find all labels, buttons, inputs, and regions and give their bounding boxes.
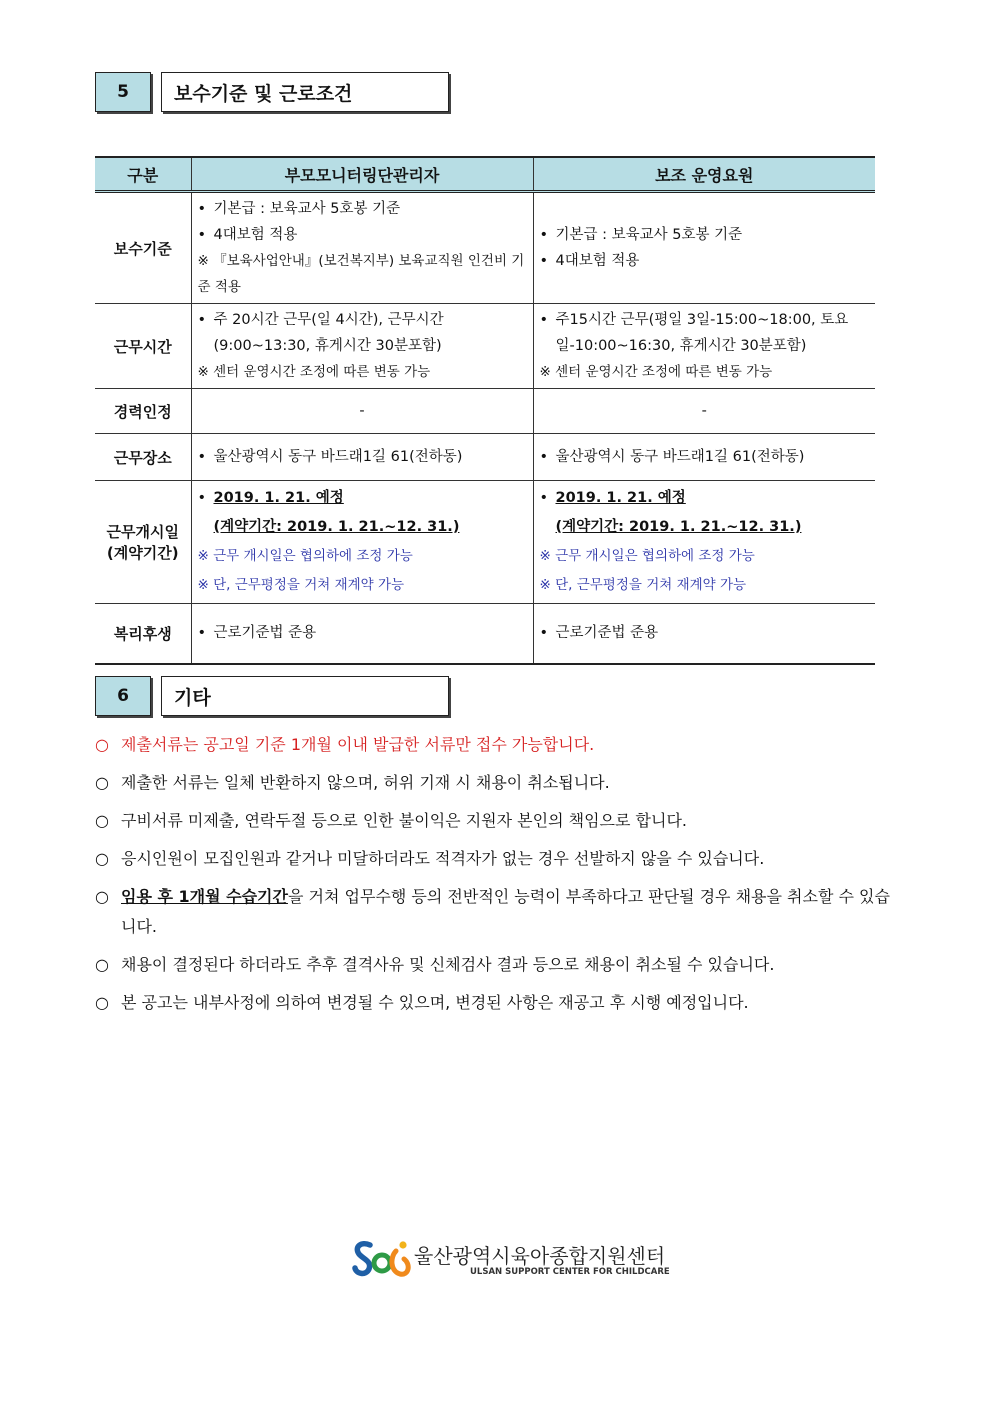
hours-assistant-cell [533,304,875,389]
row-label-welfare: 복리후생 [95,604,191,664]
list-item: • 기본급 : 보육교사 5호봉 기준 [540,222,870,248]
table-row-welfare [95,604,875,664]
org-name: 울산광역시육아종합지원센터 [414,1244,666,1268]
salary-manager-cell [191,192,533,304]
probation-emphasis: 임용 후 1개월 수습기간 [121,887,288,906]
start-date: 2019. 1. 21. 예정 [213,490,344,506]
list-item: ○ 구비서류 미제출, 연락두절 등으로 인한 불이익은 지원자 본인의 책임으로 합니다. [95,806,895,836]
row-label-line: 근무개시일 [106,523,179,541]
start-note: ※ 단, 근무평정을 거쳐 재계약 가능 [539,577,747,593]
row-label-line: (계약기간) [106,544,179,562]
start-manager-cell [191,481,533,604]
section-number: 5 [95,72,151,112]
section-title: 기타 [161,676,449,716]
table-row-place [95,434,875,481]
list-item: ○ 응시인원이 모집인원과 같거나 미달하더라도 적격자가 없는 경우 선발하지 않을 수 있습니다. [95,844,895,874]
table-row-career [95,389,875,434]
list-item: • 울산광역시 동구 바드래1길 61(전하동) [198,444,527,470]
footer-logo [352,1236,670,1284]
list-item [95,882,895,942]
table-header-row [95,157,875,192]
table-row-start-date [95,481,875,604]
list-item: ○ 제출서류는 공고일 기준 1개월 이내 발급한 서류만 접수 가능합니다. [95,730,895,760]
list-item: • 기본급 : 보육교사 5호봉 기준 [198,196,527,222]
row-label-career: 경력인정 [95,389,191,434]
soi-logo-icon [352,1236,412,1282]
header-parent-monitoring-manager: 부모모니터링단관리자 [191,157,533,192]
list-item [198,484,527,513]
list-item: ○ 본 공고는 내부사정에 의하여 변경될 수 있으며, 변경된 사항은 재공고 후 시행 예정입니다. [95,988,895,1018]
work-conditions-table [95,156,875,665]
probation-text: 을 거쳐 업무수행 등의 전반적인 능력이 부족하다고 판단될 경우 채용을 취소할 수 있습니다. [121,887,890,936]
career-assistant-cell: - [533,389,875,434]
career-manager-cell: - [191,389,533,434]
header-category: 구분 [95,157,191,192]
salary-note: ※ 『보육사업안내』(보건복지부) 보육교직원 인건비 기준 적용 [197,253,525,295]
table-row-salary [95,192,875,304]
org-name-en: ULSAN SUPPORT CENTER FOR CHILDCARE [470,1267,670,1277]
row-label-salary: 보수기준 [95,192,191,304]
list-item: • 주 20시간 근무(일 4시간), 근무시간 (9:00~13:30, 휴게시간 30분포함) [198,307,527,359]
start-assistant-cell [533,481,875,604]
hours-manager-cell [191,304,533,389]
list-item: • 근로기준법 준용 [540,620,870,646]
start-date: 2019. 1. 21. 예정 [555,490,686,506]
contract-period-line [198,513,527,542]
hours-note: ※ 센터 운영시간 조정에 따른 변동 가능 [539,364,773,380]
list-item: • 4대보험 적용 [540,248,870,274]
row-label-start-date [95,481,191,604]
row-label-place: 근무장소 [95,434,191,481]
list-item: • 주15시간 근무(평일 3일-15:00~18:00, 토요일-10:00~16:30, 휴게시간 30분포함) [540,307,870,359]
contract-period: (계약기간: 2019. 1. 21.~12. 31.) [213,519,460,535]
welfare-manager-cell [191,604,533,664]
start-note: ※ 근무 개시일은 협의하에 조정 가능 [197,548,413,564]
section-number: 6 [95,676,151,716]
list-item: • 울산광역시 동구 바드래1길 61(전하동) [540,444,870,470]
list-item [540,484,870,513]
section-title: 보수기준 및 근로조건 [161,72,449,112]
row-label-hours: 근무시간 [95,304,191,389]
place-manager-cell [191,434,533,481]
list-item: • 근로기준법 준용 [198,620,527,646]
list-item: ○ 제출한 서류는 일체 반환하지 않으며, 허위 기재 시 채용이 취소됩니다. [95,768,895,798]
start-note: ※ 단, 근무평정을 거쳐 재계약 가능 [197,577,405,593]
place-assistant-cell [533,434,875,481]
table-row-hours [95,304,875,389]
salary-assistant-cell [533,192,875,304]
start-note: ※ 근무 개시일은 협의하에 조정 가능 [539,548,755,564]
hours-note: ※ 센터 운영시간 조정에 따른 변동 가능 [197,364,431,380]
welfare-assistant-cell [533,604,875,664]
list-item: • 4대보험 적용 [198,222,527,248]
list-item: ○ 채용이 결정된다 하더라도 추후 결격사유 및 신체검사 결과 등으로 채용이 취소될 수 있습니다. [95,950,895,980]
contract-period-line [540,513,870,542]
contract-period: (계약기간: 2019. 1. 21.~12. 31.) [555,519,802,535]
misc-notice-list [95,730,895,1026]
header-assistant-staff: 보조 운영요원 [533,157,875,192]
